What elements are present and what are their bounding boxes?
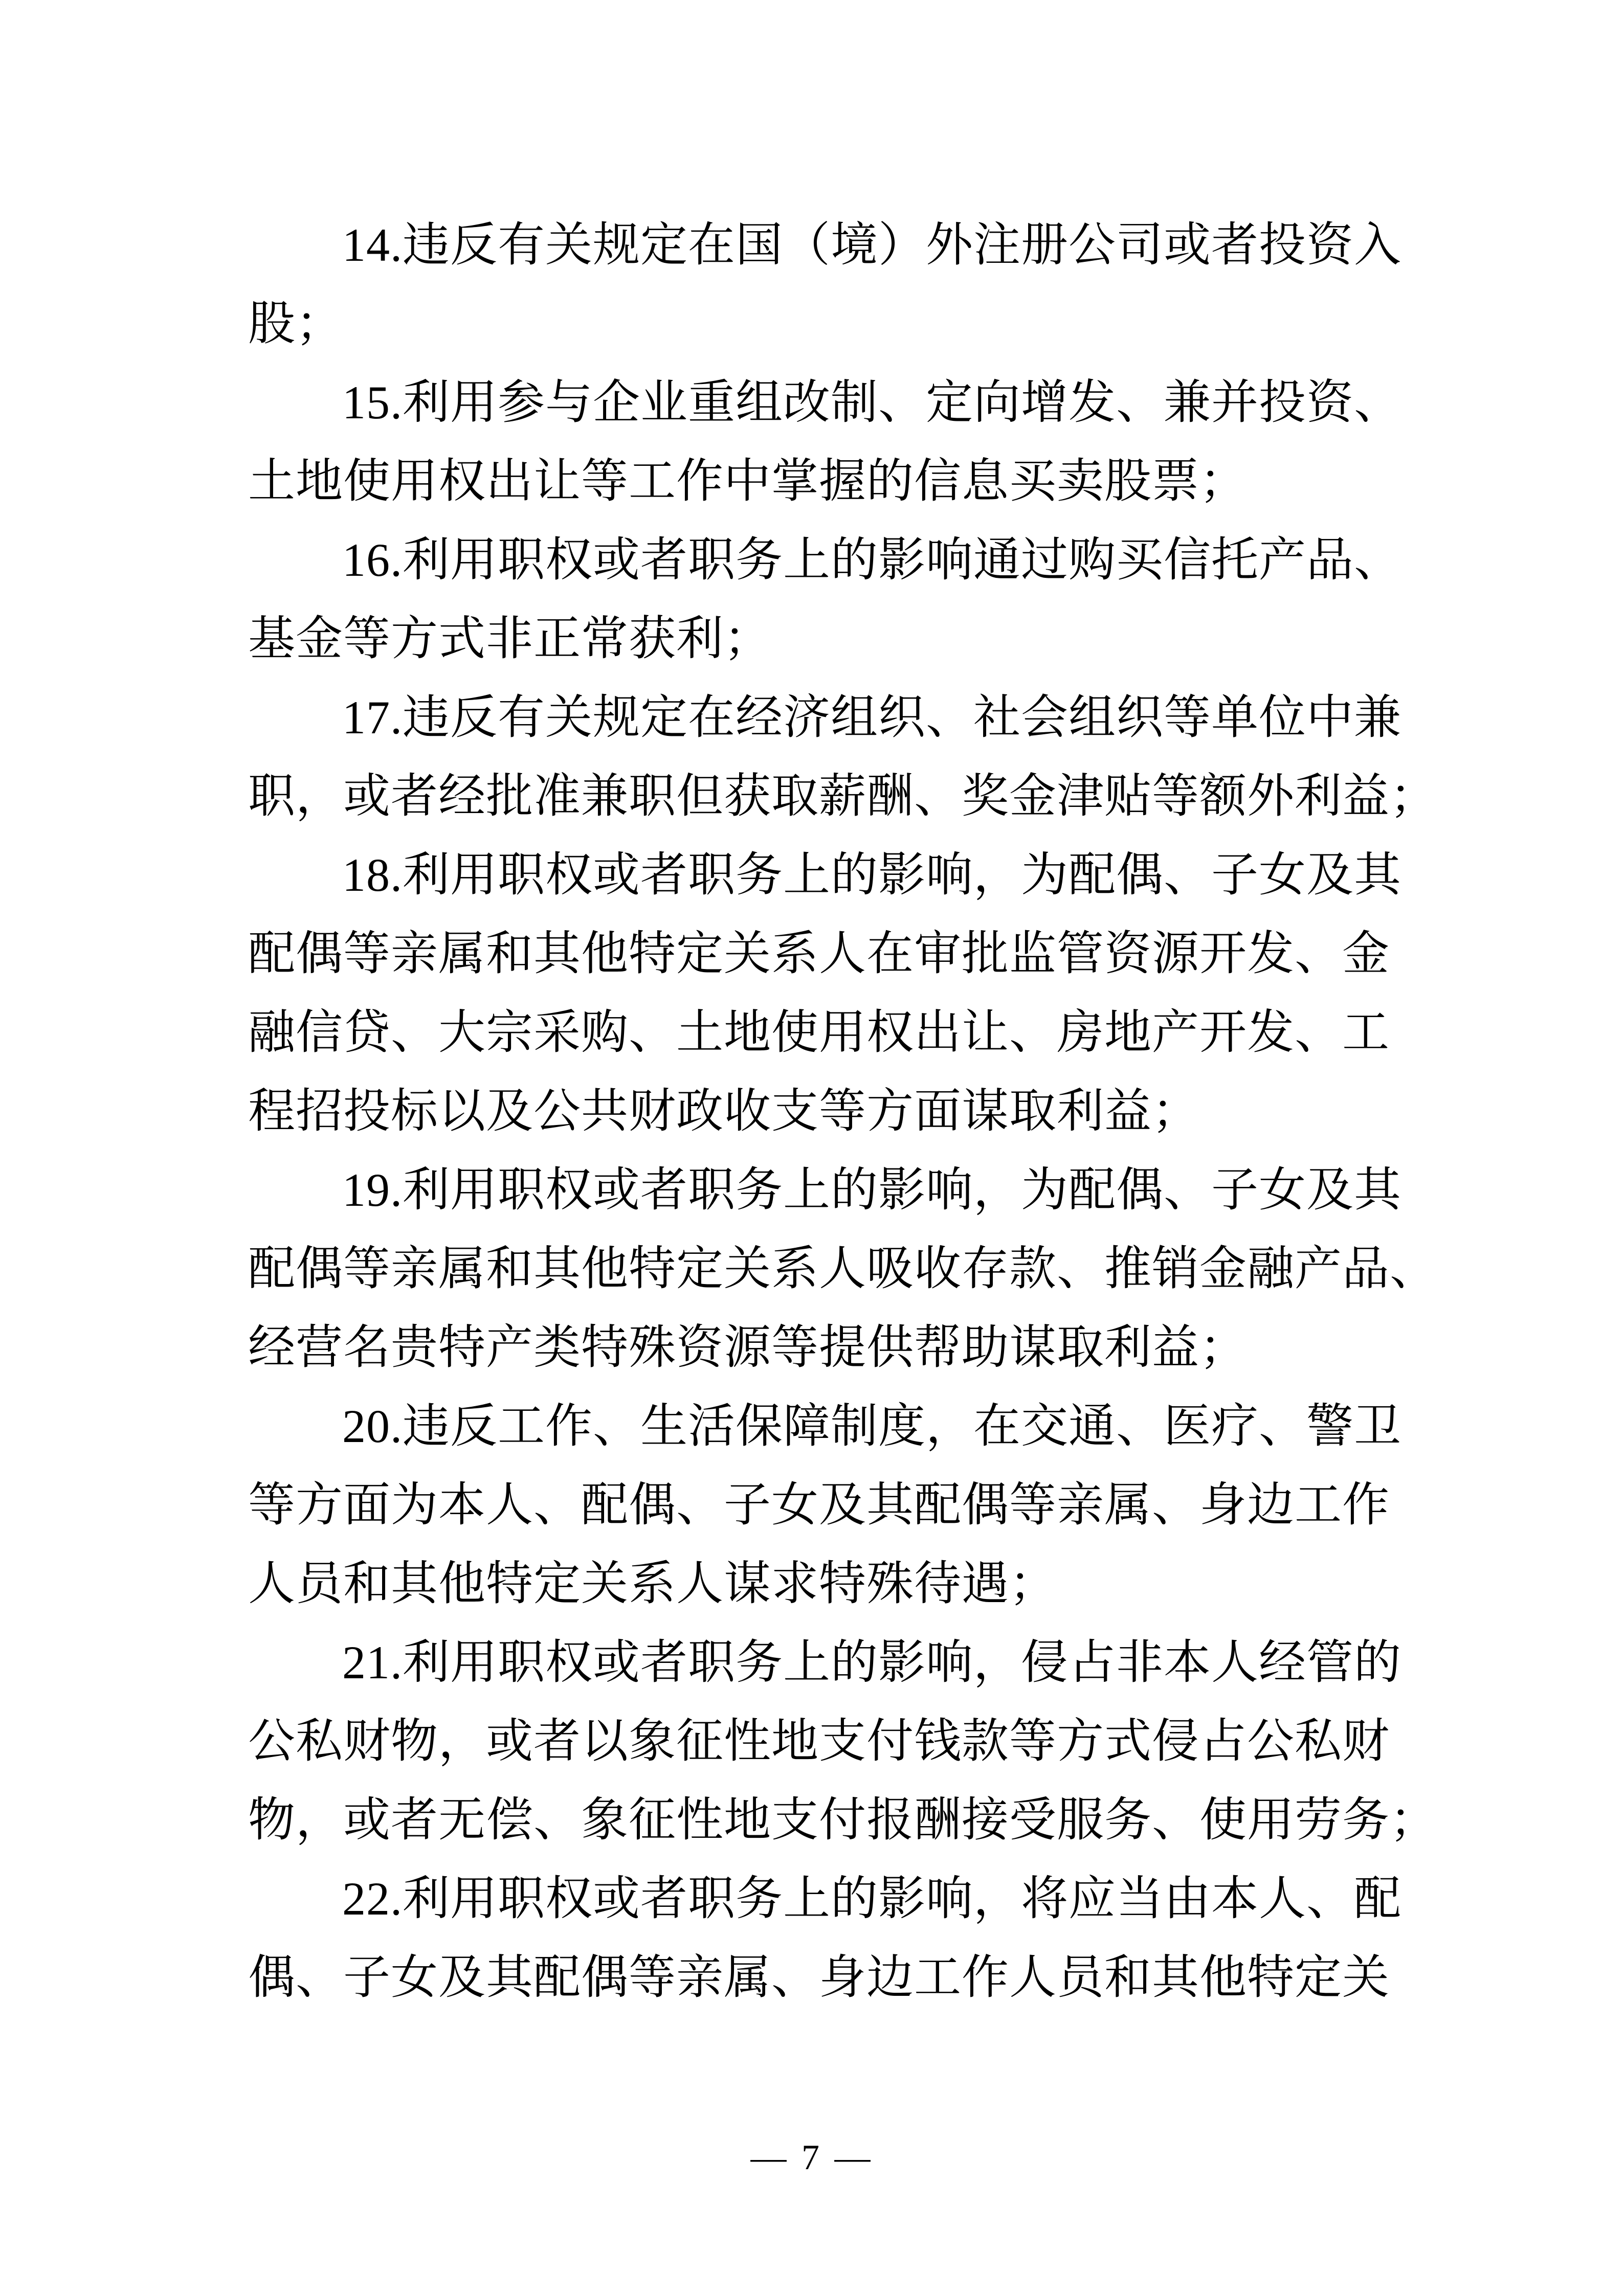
page-number: — 7 — [750,2138,874,2177]
text-line: 18.利用职权或者职务上的影响，为配偶、子女及其 [342,849,1402,901]
text-line: 22.利用职权或者职务上的影响，将应当由本人、配 [342,1873,1402,1925]
text-line: 经营名贵特产类特殊资源等提供帮助谋取利益； [248,1321,1248,1374]
text-line: 偶、子女及其配偶等亲属、身边工作人员和其他特定关 [248,1951,1390,2004]
text-line: 土地使用权出让等工作中掌握的信息买卖股票； [248,455,1248,507]
text-line: 股； [248,298,344,350]
text-line: 人员和其他特定关系人谋求特殊待遇； [248,1558,1057,1610]
text-line: 物，或者无偿、象征性地支付报酬接受服务、使用劳务； [248,1794,1438,1846]
text-line: 17.违反有关规定在经济组织、社会组织等单位中兼 [342,691,1402,744]
text-line: 等方面为本人、配偶、子女及其配偶等亲属、身边工作 [248,1479,1390,1531]
text-line: 配偶等亲属和其他特定关系人吸收存款、推销金融产品、 [248,1243,1438,1295]
text-line: 程招投标以及公共财政收支等方面谋取利益； [248,1085,1200,1137]
text-line: 16.利用职权或者职务上的影响通过购买信托产品、 [342,534,1402,586]
text-line: 配偶等亲属和其他特定关系人在审批监管资源开发、金 [248,928,1390,980]
text-line: 基金等方式非正常获利； [248,613,772,665]
text-line: 公私财物，或者以象征性地支付钱款等方式侵占公私财 [248,1715,1390,1767]
text-line: 15.利用参与企业重组改制、定向增发、兼并投资、 [342,376,1402,429]
text-line: 融信贷、大宗采购、土地使用权出让、房地产开发、工 [248,1006,1390,1059]
text-line: 19.利用职权或者职务上的影响，为配偶、子女及其 [342,1164,1402,1216]
text-line: 21.利用职权或者职务上的影响，侵占非本人经管的 [342,1636,1402,1689]
text-line: 14.违反有关规定在国（境）外注册公司或者投资入 [342,219,1402,271]
document-body [248,206,1438,2017]
text-line: 20.违反工作、生活保障制度，在交通、医疗、警卫 [342,1400,1402,1452]
text-line: 职，或者经批准兼职但获取薪酬、奖金津贴等额外利益； [248,770,1438,822]
